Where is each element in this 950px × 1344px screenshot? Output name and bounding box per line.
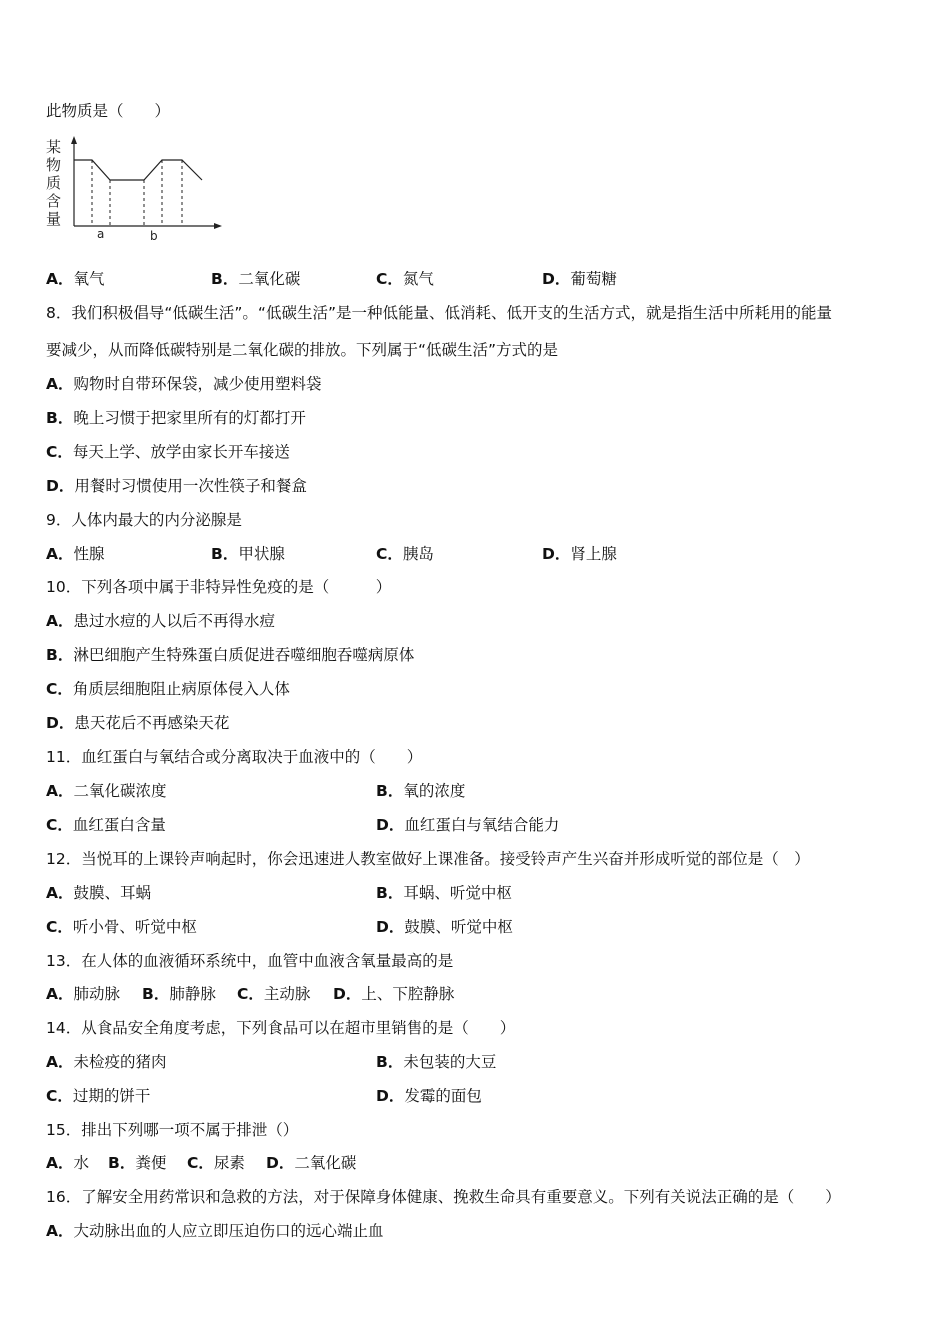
q16-stem: 16．了解安全用药常识和急救的方法，对于保障身体健康、挽救生命具有重要意义。下列有关说法正确的是（ ） xyxy=(46,1188,841,1206)
q7-stem-end: 此物质是（ ） xyxy=(46,102,171,120)
q15-stem: 15．排出下列哪一项不属于排泄（） xyxy=(46,1121,299,1139)
graph-tick-b: b xyxy=(150,229,158,243)
q11-option-c: C．血红蛋白含量 xyxy=(46,816,166,834)
graph-tick-a: a xyxy=(97,227,105,241)
q8-option-c: C．每天上学、放学由家长开车接送 xyxy=(46,443,290,461)
q11-option-a: A．二氧化碳浓度 xyxy=(46,782,167,800)
q10-option-c: C．角质层细胞阻止病原体侵入人体 xyxy=(46,680,290,698)
graph-ylabel-3: 质 xyxy=(46,174,62,192)
graph-ylabel-5: 量 xyxy=(46,210,62,228)
graph-curve xyxy=(74,160,202,180)
q7-option-b: B．二氧化碳 xyxy=(211,270,301,288)
q9-stem: 9．人体内最大的内分泌腺是 xyxy=(46,511,242,529)
q10-option-b: B．淋巴细胞产生特殊蛋白质促进吞噬细胞吞噬病原体 xyxy=(46,646,415,664)
q13-stem: 13．在人体的血液循环系统中，血管中血液含氧量最高的是 xyxy=(46,952,454,970)
q13-option-a: A．肺动脉 xyxy=(46,985,121,1003)
graph-dashed-guides xyxy=(92,160,182,226)
q9-option-a: A．性腺 xyxy=(46,545,105,563)
q15-option-c: C．尿素 xyxy=(187,1154,245,1172)
q15-option-a: A．水 xyxy=(46,1154,90,1172)
q16-option-a: A．大动脉出血的人应立即压迫伤口的远心端止血 xyxy=(46,1222,384,1240)
q8-stem-line2: 要减少，从而降低碳特别是二氧化碳的排放。下列属于“低碳生活”方式的是 xyxy=(46,341,559,359)
q8-option-b: B．晚上习惯于把家里所有的灯都打开 xyxy=(46,409,306,427)
graph-x-arrow xyxy=(214,223,222,229)
q9-option-c: C．胰岛 xyxy=(376,545,434,563)
q8-stem-line1: 8．我们积极倡导“低碳生活”。“低碳生活”是一种低能量、低消耗、低开支的生活方式，就是指生活中所耗用的能量 xyxy=(46,304,832,322)
q12-option-a: A．鼓膜、耳蜗 xyxy=(46,884,152,902)
q12-option-b: B．耳蜗、听觉中枢 xyxy=(376,884,512,902)
q13-option-c: C．主动脉 xyxy=(237,985,311,1003)
q14-stem: 14．从食品安全角度考虑，下列食品可以在超市里销售的是（ ） xyxy=(46,1019,516,1037)
q10-option-d: D．患天花后不再感染天花 xyxy=(46,714,230,732)
q11-option-d: D．血红蛋白与氧结合能力 xyxy=(376,816,560,834)
q14-option-c: C．过期的饼干 xyxy=(46,1087,151,1105)
q13-option-b: B．肺静脉 xyxy=(142,985,216,1003)
q7-option-a: A．氧气 xyxy=(46,270,105,288)
q12-option-c: C．听小骨、听觉中枢 xyxy=(46,918,197,936)
q14-option-b: B．未包装的大豆 xyxy=(376,1053,497,1071)
q9-option-b: B．甲状腺 xyxy=(211,545,285,563)
q15-option-d: D．二氧化碳 xyxy=(266,1154,357,1172)
q8-option-a: A．购物时自带环保袋，减少使用塑料袋 xyxy=(46,375,322,393)
q13-option-d: D．上、下腔静脉 xyxy=(333,985,455,1003)
q11-option-b: B．氧的浓度 xyxy=(376,782,466,800)
graph-ylabel-4: 含 xyxy=(46,192,62,210)
q7-option-d: D．葡萄糖 xyxy=(542,270,617,288)
q15-option-b: B．粪便 xyxy=(108,1154,167,1172)
graph-ylabel-2: 物 xyxy=(46,156,62,174)
q8-option-d: D．用餐时习惯使用一次性筷子和餐盒 xyxy=(46,477,307,495)
q10-stem: 10．下列各项中属于非特异性免疫的是（ ） xyxy=(46,578,392,596)
graph-ylabel-1: 某 xyxy=(46,138,62,156)
content-change-graph xyxy=(44,134,224,244)
q11-stem: 11．血红蛋白与氧结合或分离取决于血液中的（ ） xyxy=(46,748,423,766)
q14-option-d: D．发霉的面包 xyxy=(376,1087,482,1105)
q9-option-d: D．肾上腺 xyxy=(542,545,617,563)
q14-option-a: A．未检疫的猪肉 xyxy=(46,1053,167,1071)
q12-stem: 12．当悦耳的上课铃声响起时，你会迅速进人教室做好上课准备。接受铃声产生兴奋并形成听觉的部位是（ ） xyxy=(46,850,810,868)
graph-y-arrow xyxy=(71,136,77,144)
q7-option-c: C．氮气 xyxy=(376,270,434,288)
q12-option-d: D．鼓膜、听觉中枢 xyxy=(376,918,513,936)
q10-option-a: A．患过水痘的人以后不再得水痘 xyxy=(46,612,276,630)
